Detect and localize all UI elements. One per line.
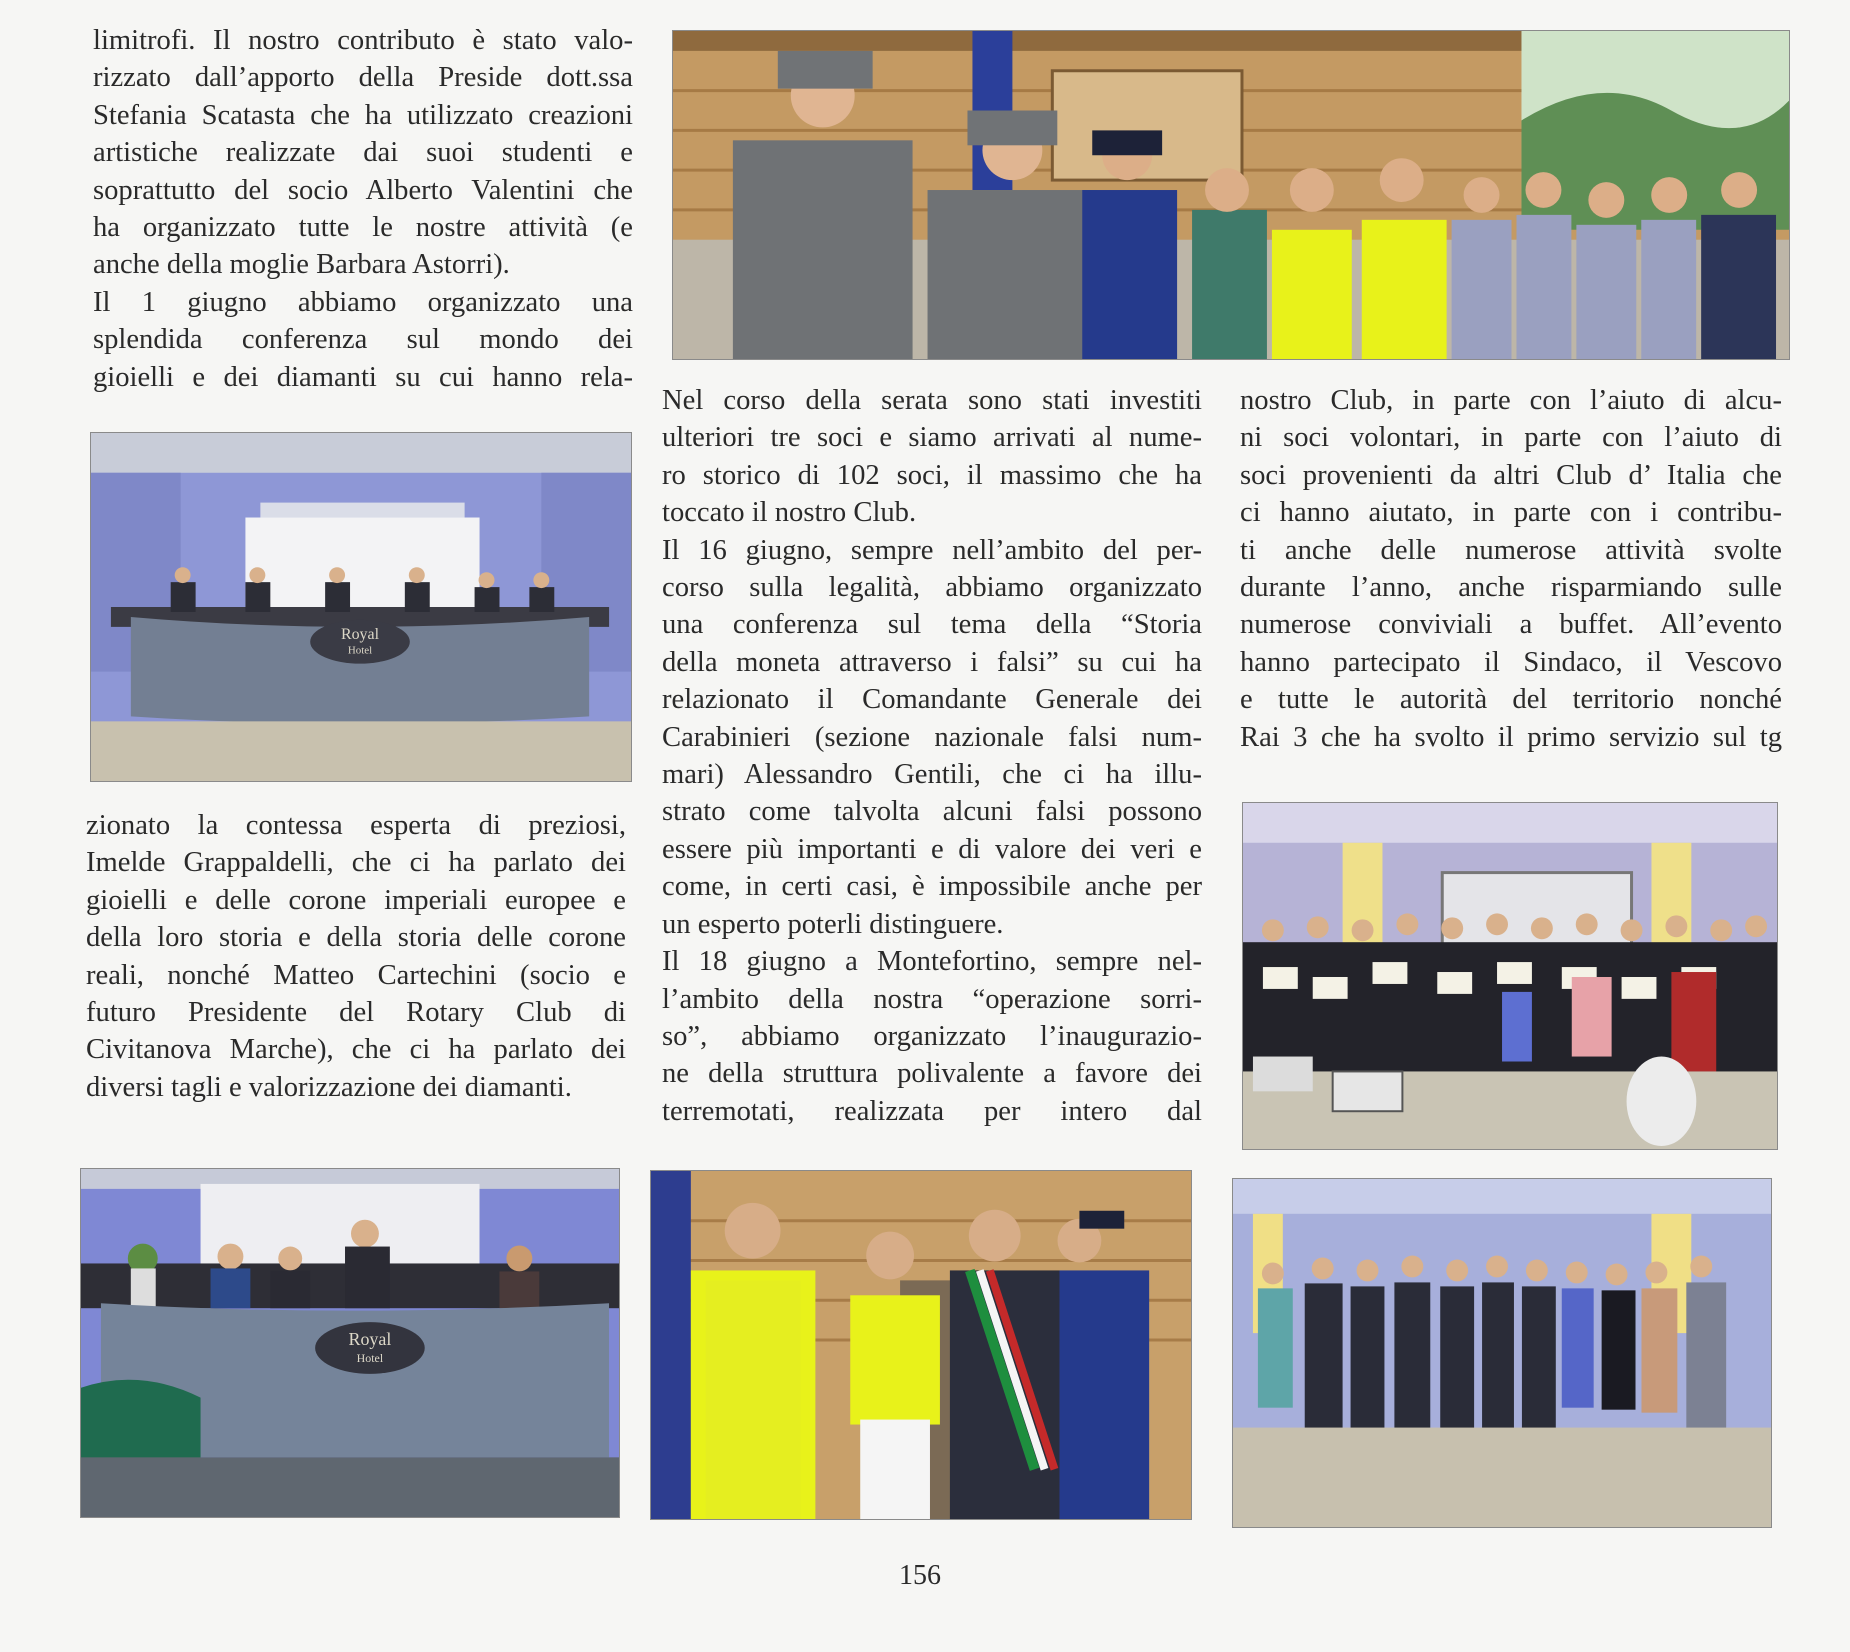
text-line: Imelde Grappaldelli, che ci ha parlato dei <box>86 847 626 879</box>
text-line: rizzato dall’apporto della Preside dott.ssa <box>93 62 633 94</box>
text-line: futuro Presidente del Rotary Club di <box>86 997 626 1029</box>
middle-column <box>662 382 1202 1130</box>
text-line: soprattutto del socio Alberto Valentini che <box>93 174 633 206</box>
text-line: ci hanno aiutato, in parte con i contribu- <box>1240 497 1782 529</box>
text-line: toccato il nostro Club. <box>662 497 917 529</box>
text-line: splendida conferenza sul mondo dei <box>93 324 633 356</box>
text-line: hanno partecipato il Sindaco, il Vescovo <box>1240 646 1782 678</box>
royal-hotel-logo: Royal <box>348 1329 392 1349</box>
photo-ribbon-ceremony <box>650 1170 1192 1520</box>
text-line: Il 16 giugno, sempre nell’ambito del per- <box>662 534 1202 566</box>
text-line: mari) Alessandro Gentili, che ci ha illu- <box>662 759 1202 791</box>
text-line: artistiche realizzate dai suoi studenti e <box>93 137 633 169</box>
text-line: un esperto poterli distinguere. <box>662 908 1004 940</box>
text-line: diversi tagli e valorizzazione dei diamanti. <box>86 1071 572 1103</box>
text-line: corso sulla legalità, abbiamo organizzato <box>662 572 1202 604</box>
royal-hotel-logo: Royal <box>340 625 380 643</box>
text-line: una conferenza sul tema della “Storia <box>662 609 1202 641</box>
page-number: 156 <box>899 1560 941 1591</box>
text-line: gioielli e delle corone imperiali europee e <box>86 884 626 916</box>
right-column <box>1240 382 1782 756</box>
text-line: Rai 3 che ha svolto il primo servizio sul tg <box>1240 721 1782 753</box>
text-line: numerose conviviali a buffet. All’evento <box>1240 609 1782 641</box>
text-line: zionato la contessa esperta di preziosi, <box>86 810 626 841</box>
left-column-top <box>93 22 633 396</box>
text-line: relazionato il Comandante Generale dei <box>662 684 1202 716</box>
photo-certificates-group <box>1242 802 1778 1150</box>
text-line: limitrofi. Il nostro contributo è stato valo- <box>93 25 633 56</box>
photo-speaker-podium <box>80 1168 620 1518</box>
text-line: della loro storia e della storia delle corone <box>86 922 626 954</box>
photo-conference-panel <box>90 432 632 782</box>
photo-award-recipients <box>1232 1178 1772 1528</box>
text-line: reali, nonché Matteo Cartechini (socio e <box>86 959 626 991</box>
text-line: Nel corso della serata sono stati investiti <box>662 385 1202 416</box>
left-column-bottom <box>86 807 626 1106</box>
text-line: della moneta attraverso i falsi” su cui ha <box>662 646 1202 678</box>
text-line: ro storico di 102 soci, il massimo che ha <box>662 459 1202 491</box>
text-line: soci provenienti da altri Club d’ Italia che <box>1240 459 1782 491</box>
text-line: l’ambito della nostra “operazione sorri- <box>662 983 1202 1015</box>
text-line: ne della struttura polivalente a favore dei <box>662 1058 1202 1090</box>
text-line: gioielli e dei diamanti su cui hanno rela- <box>93 361 633 393</box>
text-line: so”, abbiamo organizzato l’inaugurazio- <box>662 1020 1202 1052</box>
royal-hotel-logo-sub: Hotel <box>347 644 373 657</box>
text-line: essere più importanti e di valore dei veri e <box>662 833 1202 865</box>
photo-inauguration-group <box>672 30 1790 360</box>
text-line: Stefania Scatasta che ha utilizzato creazioni <box>93 99 633 131</box>
text-line: Il 1 giugno abbiamo organizzato una <box>93 286 633 318</box>
text-line: nostro Club, in parte con l’aiuto di alcu- <box>1240 385 1782 416</box>
text-line: Il 18 giugno a Montefortino, sempre nel- <box>662 946 1202 978</box>
text-line: anche della moglie Barbara Astorri). <box>93 249 510 281</box>
text-line: durante l’anno, anche risparmiando sulle <box>1240 572 1782 604</box>
text-line: Civitanova Marche), che ci ha parlato dei <box>86 1034 626 1066</box>
text-line: Carabinieri (sezione nazionale falsi num- <box>662 721 1202 753</box>
text-line: ni soci volontari, in parte con l’aiuto di <box>1240 422 1782 454</box>
text-line: ti anche delle numerose attività svolte <box>1240 534 1782 566</box>
text-line: terremotati, realizzata per intero dal <box>662 1095 1202 1127</box>
text-line: e tutte le autorità del territorio nonché <box>1240 684 1782 716</box>
text-line: ha organizzato tutte le nostre attività (e <box>93 212 633 244</box>
text-line: strato come talvolta alcuni falsi possono <box>662 796 1202 828</box>
text-line: come, in certi casi, è impossibile anche per <box>662 871 1202 903</box>
royal-hotel-logo-sub: Hotel <box>356 1350 384 1365</box>
text-line: ulteriori tre soci e siamo arrivati al nume- <box>662 422 1202 454</box>
